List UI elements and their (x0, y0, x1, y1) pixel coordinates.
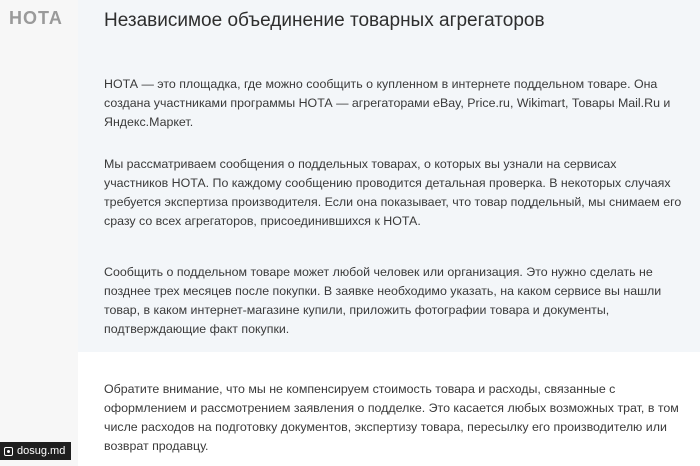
watermark-badge (0, 442, 71, 460)
page-title: Независимое объединение товарных агрегаторов (104, 10, 545, 31)
camera-icon (4, 447, 13, 456)
report-paragraph: Сообщить о поддельном товаре может любой человек или организация. Это нужно сделать не позднее трех месяцев после покупки. В заявке необходимо указать, на каком сервисе вы нашли товар, в каком интернет-магазине купили, приложить фотографии товара и документы, подтверждающие факт покупки. (104, 265, 662, 336)
intro-paragraph: НОТА — это площадка, где можно сообщить о купленном в интернете поддельном товаре. Она создана участниками программы НОТА — агрегаторами eBay, Price.ru, Wikimart, Товары Mail.Ru и Яндекс.Маркет. (104, 77, 671, 129)
watermark-text: dosug.md (17, 445, 66, 457)
review-paragraph: Мы рассматриваем сообщения о поддельных товарах, о которых вы узнали на сервисах участников НОТА. По каждому сообщению проводится детальная проверка. В некоторых случаях требуется экспертиза производителя. Если она показывает, что товар поддельный, мы снимаем его сразу со всех агрегаторов, присоединившихся к НОТА. (104, 157, 682, 228)
sidebar (0, 0, 78, 466)
notice-paragraph: Обратите внимание, что мы не компенсируем стоимость товара и расходы, связанные с оформлением и рассмотрением заявления о подделке. Это касается любых возможных трат, в том числе расходов на подготовку документов, экспертизу товара, пересылку его производителю или возврат продавцу. (104, 382, 679, 453)
nota-logo[interactable]: НОТА (9, 8, 63, 28)
